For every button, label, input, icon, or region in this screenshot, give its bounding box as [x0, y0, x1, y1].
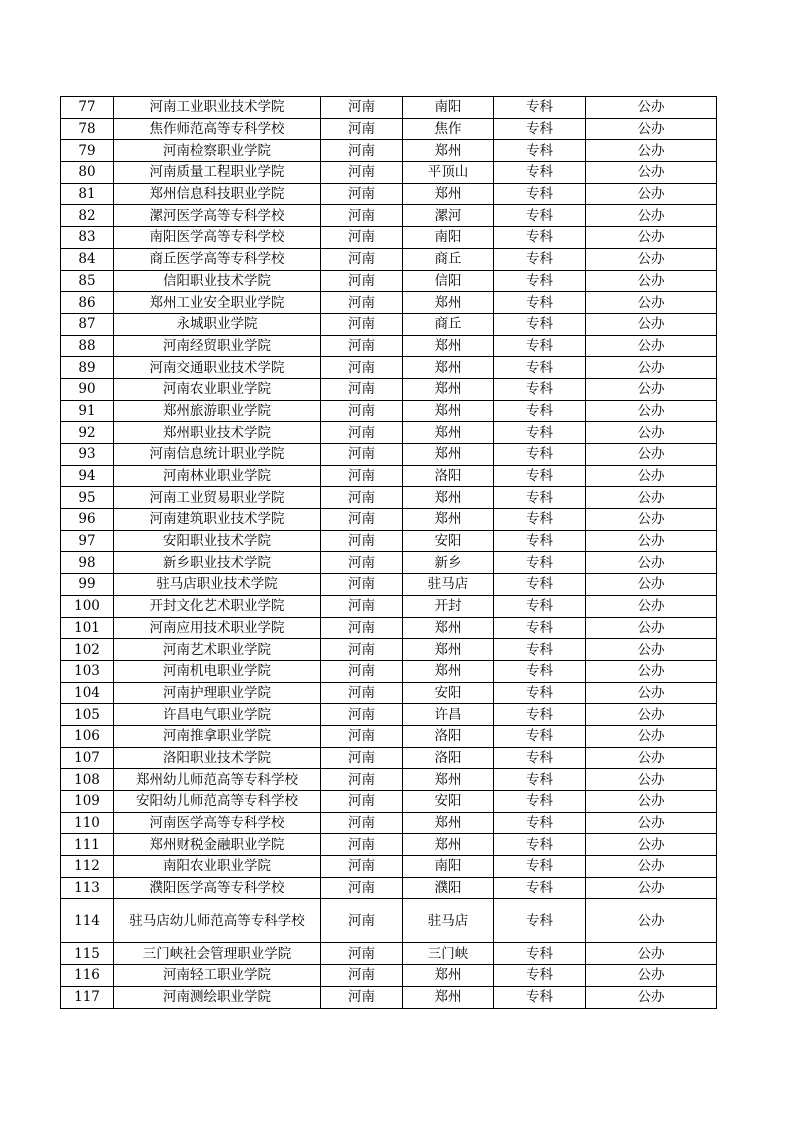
province-cell: 河南	[321, 97, 403, 119]
level-cell: 专科	[494, 639, 586, 661]
table-row	[61, 812, 717, 834]
table-body	[61, 97, 717, 1009]
ownership-cell: 公办	[586, 682, 717, 704]
province-cell: 河南	[321, 118, 403, 140]
table-row	[61, 704, 717, 726]
level-cell: 专科	[494, 552, 586, 574]
school-name: 河南工业职业技术学院	[114, 97, 321, 119]
school-name: 郑州财税金融职业学院	[114, 834, 321, 856]
table-row	[61, 227, 717, 249]
ownership-cell: 公办	[586, 986, 717, 1008]
school-name: 河南检察职业学院	[114, 140, 321, 162]
city-cell: 郑州	[403, 965, 494, 987]
table-row	[61, 725, 717, 747]
ownership-cell: 公办	[586, 704, 717, 726]
table-row	[61, 444, 717, 466]
row-number: 88	[61, 335, 114, 357]
level-cell: 专科	[494, 487, 586, 509]
ownership-cell: 公办	[586, 747, 717, 769]
row-number: 92	[61, 422, 114, 444]
table-row	[61, 986, 717, 1008]
school-name: 开封文化艺术职业学院	[114, 595, 321, 617]
table-row	[61, 205, 717, 227]
ownership-cell: 公办	[586, 856, 717, 878]
ownership-cell: 公办	[586, 205, 717, 227]
province-cell: 河南	[321, 574, 403, 596]
ownership-cell: 公办	[586, 769, 717, 791]
province-cell: 河南	[321, 704, 403, 726]
province-cell: 河南	[321, 509, 403, 531]
row-number: 86	[61, 292, 114, 314]
table-row	[61, 378, 717, 400]
ownership-cell: 公办	[586, 530, 717, 552]
school-name: 郑州旅游职业学院	[114, 400, 321, 422]
level-cell: 专科	[494, 465, 586, 487]
city-cell: 濮阳	[403, 877, 494, 899]
row-number: 77	[61, 97, 114, 119]
province-cell: 河南	[321, 313, 403, 335]
level-cell: 专科	[494, 899, 586, 943]
row-number: 111	[61, 834, 114, 856]
city-cell: 郑州	[403, 335, 494, 357]
level-cell: 专科	[494, 617, 586, 639]
province-cell: 河南	[321, 552, 403, 574]
row-number: 89	[61, 357, 114, 379]
school-name: 三门峡社会管理职业学院	[114, 943, 321, 965]
city-cell: 三门峡	[403, 943, 494, 965]
level-cell: 专科	[494, 747, 586, 769]
table-row	[61, 682, 717, 704]
city-cell: 郑州	[403, 834, 494, 856]
city-cell: 郑州	[403, 986, 494, 1008]
ownership-cell: 公办	[586, 400, 717, 422]
city-cell: 许昌	[403, 704, 494, 726]
city-cell: 郑州	[403, 639, 494, 661]
table-row	[61, 292, 717, 314]
city-cell: 洛阳	[403, 725, 494, 747]
province-cell: 河南	[321, 899, 403, 943]
school-name: 河南艺术职业学院	[114, 639, 321, 661]
level-cell: 专科	[494, 965, 586, 987]
row-number: 85	[61, 270, 114, 292]
province-cell: 河南	[321, 725, 403, 747]
level-cell: 专科	[494, 183, 586, 205]
level-cell: 专科	[494, 248, 586, 270]
level-cell: 专科	[494, 791, 586, 813]
school-name: 郑州工业安全职业学院	[114, 292, 321, 314]
row-number: 102	[61, 639, 114, 661]
ownership-cell: 公办	[586, 378, 717, 400]
school-name: 河南质量工程职业学院	[114, 162, 321, 184]
level-cell: 专科	[494, 704, 586, 726]
province-cell: 河南	[321, 487, 403, 509]
table-row	[61, 530, 717, 552]
province-cell: 河南	[321, 769, 403, 791]
city-cell: 商丘	[403, 313, 494, 335]
province-cell: 河南	[321, 444, 403, 466]
table-row	[61, 943, 717, 965]
province-cell: 河南	[321, 140, 403, 162]
school-name: 安阳幼儿师范高等专科学校	[114, 791, 321, 813]
row-number: 79	[61, 140, 114, 162]
city-cell: 平顶山	[403, 162, 494, 184]
province-cell: 河南	[321, 747, 403, 769]
city-cell: 郑州	[403, 444, 494, 466]
row-number: 113	[61, 877, 114, 899]
table-row	[61, 118, 717, 140]
table-row	[61, 639, 717, 661]
ownership-cell: 公办	[586, 118, 717, 140]
city-cell: 郑州	[403, 292, 494, 314]
school-name: 河南医学高等专科学校	[114, 812, 321, 834]
row-number: 84	[61, 248, 114, 270]
level-cell: 专科	[494, 400, 586, 422]
row-number: 98	[61, 552, 114, 574]
table-row	[61, 248, 717, 270]
row-number: 81	[61, 183, 114, 205]
ownership-cell: 公办	[586, 422, 717, 444]
city-cell: 开封	[403, 595, 494, 617]
ownership-cell: 公办	[586, 313, 717, 335]
level-cell: 专科	[494, 530, 586, 552]
province-cell: 河南	[321, 682, 403, 704]
row-number: 96	[61, 509, 114, 531]
level-cell: 专科	[494, 856, 586, 878]
ownership-cell: 公办	[586, 639, 717, 661]
table-row	[61, 595, 717, 617]
level-cell: 专科	[494, 725, 586, 747]
city-cell: 郑州	[403, 183, 494, 205]
table-row	[61, 487, 717, 509]
table-row	[61, 834, 717, 856]
table-row	[61, 140, 717, 162]
ownership-cell: 公办	[586, 595, 717, 617]
level-cell: 专科	[494, 227, 586, 249]
table-row	[61, 552, 717, 574]
table-row	[61, 422, 717, 444]
province-cell: 河南	[321, 205, 403, 227]
city-cell: 南阳	[403, 856, 494, 878]
province-cell: 河南	[321, 791, 403, 813]
city-cell: 漯河	[403, 205, 494, 227]
table-row	[61, 270, 717, 292]
city-cell: 商丘	[403, 248, 494, 270]
ownership-cell: 公办	[586, 270, 717, 292]
school-name: 南阳医学高等专科学校	[114, 227, 321, 249]
table-row	[61, 899, 717, 943]
ownership-cell: 公办	[586, 248, 717, 270]
ownership-cell: 公办	[586, 509, 717, 531]
province-cell: 河南	[321, 834, 403, 856]
province-cell: 河南	[321, 248, 403, 270]
school-name: 焦作师范高等专科学校	[114, 118, 321, 140]
ownership-cell: 公办	[586, 660, 717, 682]
row-number: 106	[61, 725, 114, 747]
row-number: 109	[61, 791, 114, 813]
level-cell: 专科	[494, 769, 586, 791]
ownership-cell: 公办	[586, 791, 717, 813]
school-name: 河南轻工职业学院	[114, 965, 321, 987]
row-number: 115	[61, 943, 114, 965]
row-number: 105	[61, 704, 114, 726]
school-name: 河南建筑职业技术学院	[114, 509, 321, 531]
city-cell: 安阳	[403, 791, 494, 813]
level-cell: 专科	[494, 877, 586, 899]
city-cell: 信阳	[403, 270, 494, 292]
table-row	[61, 183, 717, 205]
level-cell: 专科	[494, 140, 586, 162]
school-name: 河南机电职业学院	[114, 660, 321, 682]
row-number: 114	[61, 899, 114, 943]
ownership-cell: 公办	[586, 357, 717, 379]
level-cell: 专科	[494, 270, 586, 292]
row-number: 95	[61, 487, 114, 509]
province-cell: 河南	[321, 660, 403, 682]
row-number: 110	[61, 812, 114, 834]
level-cell: 专科	[494, 162, 586, 184]
table-row	[61, 965, 717, 987]
city-cell: 郑州	[403, 378, 494, 400]
ownership-cell: 公办	[586, 465, 717, 487]
school-name: 南阳农业职业学院	[114, 856, 321, 878]
table-row	[61, 400, 717, 422]
table-row	[61, 335, 717, 357]
city-cell: 洛阳	[403, 465, 494, 487]
level-cell: 专科	[494, 682, 586, 704]
ownership-cell: 公办	[586, 444, 717, 466]
school-name: 驻马店职业技术学院	[114, 574, 321, 596]
school-name: 河南信息统计职业学院	[114, 444, 321, 466]
province-cell: 河南	[321, 270, 403, 292]
ownership-cell: 公办	[586, 162, 717, 184]
school-name: 河南林业职业学院	[114, 465, 321, 487]
ownership-cell: 公办	[586, 899, 717, 943]
city-cell: 郑州	[403, 509, 494, 531]
row-number: 117	[61, 986, 114, 1008]
school-name: 信阳职业技术学院	[114, 270, 321, 292]
city-cell: 郑州	[403, 140, 494, 162]
province-cell: 河南	[321, 335, 403, 357]
table-row	[61, 357, 717, 379]
city-cell: 新乡	[403, 552, 494, 574]
table-row	[61, 162, 717, 184]
table-row	[61, 791, 717, 813]
row-number: 78	[61, 118, 114, 140]
city-cell: 郑州	[403, 812, 494, 834]
level-cell: 专科	[494, 292, 586, 314]
level-cell: 专科	[494, 812, 586, 834]
row-number: 91	[61, 400, 114, 422]
row-number: 107	[61, 747, 114, 769]
school-name: 河南测绘职业学院	[114, 986, 321, 1008]
level-cell: 专科	[494, 313, 586, 335]
city-cell: 驻马店	[403, 574, 494, 596]
ownership-cell: 公办	[586, 140, 717, 162]
school-name: 郑州信息科技职业学院	[114, 183, 321, 205]
row-number: 97	[61, 530, 114, 552]
table-row	[61, 574, 717, 596]
table-row	[61, 856, 717, 878]
province-cell: 河南	[321, 292, 403, 314]
province-cell: 河南	[321, 595, 403, 617]
city-cell: 焦作	[403, 118, 494, 140]
table-row	[61, 660, 717, 682]
ownership-cell: 公办	[586, 335, 717, 357]
ownership-cell: 公办	[586, 834, 717, 856]
province-cell: 河南	[321, 422, 403, 444]
ownership-cell: 公办	[586, 552, 717, 574]
province-cell: 河南	[321, 183, 403, 205]
row-number: 108	[61, 769, 114, 791]
city-cell: 洛阳	[403, 747, 494, 769]
ownership-cell: 公办	[586, 943, 717, 965]
school-name: 河南经贸职业学院	[114, 335, 321, 357]
row-number: 94	[61, 465, 114, 487]
school-name: 新乡职业技术学院	[114, 552, 321, 574]
row-number: 99	[61, 574, 114, 596]
level-cell: 专科	[494, 444, 586, 466]
row-number: 116	[61, 965, 114, 987]
school-name: 濮阳医学高等专科学校	[114, 877, 321, 899]
school-name: 漯河医学高等专科学校	[114, 205, 321, 227]
level-cell: 专科	[494, 335, 586, 357]
school-name: 商丘医学高等专科学校	[114, 248, 321, 270]
province-cell: 河南	[321, 357, 403, 379]
level-cell: 专科	[494, 422, 586, 444]
row-number: 82	[61, 205, 114, 227]
province-cell: 河南	[321, 965, 403, 987]
province-cell: 河南	[321, 162, 403, 184]
ownership-cell: 公办	[586, 227, 717, 249]
table-row	[61, 877, 717, 899]
row-number: 104	[61, 682, 114, 704]
level-cell: 专科	[494, 574, 586, 596]
city-cell: 郑州	[403, 487, 494, 509]
row-number: 100	[61, 595, 114, 617]
table-row	[61, 769, 717, 791]
school-name: 安阳职业技术学院	[114, 530, 321, 552]
city-cell: 郑州	[403, 660, 494, 682]
school-name: 河南推拿职业学院	[114, 725, 321, 747]
ownership-cell: 公办	[586, 812, 717, 834]
level-cell: 专科	[494, 509, 586, 531]
school-name: 郑州职业技术学院	[114, 422, 321, 444]
row-number: 83	[61, 227, 114, 249]
province-cell: 河南	[321, 986, 403, 1008]
row-number: 87	[61, 313, 114, 335]
university-table	[60, 96, 717, 1009]
ownership-cell: 公办	[586, 617, 717, 639]
city-cell: 安阳	[403, 682, 494, 704]
school-name: 河南应用技术职业学院	[114, 617, 321, 639]
city-cell: 郑州	[403, 617, 494, 639]
level-cell: 专科	[494, 595, 586, 617]
school-name: 洛阳职业技术学院	[114, 747, 321, 769]
level-cell: 专科	[494, 205, 586, 227]
city-cell: 郑州	[403, 422, 494, 444]
row-number: 90	[61, 378, 114, 400]
school-name: 郑州幼儿师范高等专科学校	[114, 769, 321, 791]
ownership-cell: 公办	[586, 487, 717, 509]
school-name: 河南交通职业技术学院	[114, 357, 321, 379]
city-cell: 南阳	[403, 97, 494, 119]
row-number: 101	[61, 617, 114, 639]
province-cell: 河南	[321, 617, 403, 639]
ownership-cell: 公办	[586, 725, 717, 747]
province-cell: 河南	[321, 530, 403, 552]
ownership-cell: 公办	[586, 183, 717, 205]
ownership-cell: 公办	[586, 574, 717, 596]
table-row	[61, 747, 717, 769]
table-row	[61, 313, 717, 335]
table-row	[61, 465, 717, 487]
ownership-cell: 公办	[586, 292, 717, 314]
province-cell: 河南	[321, 378, 403, 400]
city-cell: 驻马店	[403, 899, 494, 943]
school-name: 驻马店幼儿师范高等专科学校	[114, 899, 321, 943]
city-cell: 郑州	[403, 769, 494, 791]
ownership-cell: 公办	[586, 97, 717, 119]
level-cell: 专科	[494, 97, 586, 119]
school-name: 河南农业职业学院	[114, 378, 321, 400]
city-cell: 安阳	[403, 530, 494, 552]
city-cell: 郑州	[403, 400, 494, 422]
level-cell: 专科	[494, 943, 586, 965]
level-cell: 专科	[494, 378, 586, 400]
row-number: 112	[61, 856, 114, 878]
school-name: 永城职业学院	[114, 313, 321, 335]
level-cell: 专科	[494, 986, 586, 1008]
province-cell: 河南	[321, 877, 403, 899]
row-number: 80	[61, 162, 114, 184]
row-number: 103	[61, 660, 114, 682]
province-cell: 河南	[321, 812, 403, 834]
row-number: 93	[61, 444, 114, 466]
school-name: 河南工业贸易职业学院	[114, 487, 321, 509]
province-cell: 河南	[321, 943, 403, 965]
province-cell: 河南	[321, 227, 403, 249]
ownership-cell: 公办	[586, 877, 717, 899]
city-cell: 南阳	[403, 227, 494, 249]
table-row	[61, 97, 717, 119]
province-cell: 河南	[321, 856, 403, 878]
table-row	[61, 617, 717, 639]
table-row	[61, 509, 717, 531]
level-cell: 专科	[494, 357, 586, 379]
level-cell: 专科	[494, 118, 586, 140]
province-cell: 河南	[321, 400, 403, 422]
school-name: 河南护理职业学院	[114, 682, 321, 704]
level-cell: 专科	[494, 660, 586, 682]
ownership-cell: 公办	[586, 965, 717, 987]
school-name: 许昌电气职业学院	[114, 704, 321, 726]
level-cell: 专科	[494, 834, 586, 856]
province-cell: 河南	[321, 639, 403, 661]
city-cell: 郑州	[403, 357, 494, 379]
province-cell: 河南	[321, 465, 403, 487]
